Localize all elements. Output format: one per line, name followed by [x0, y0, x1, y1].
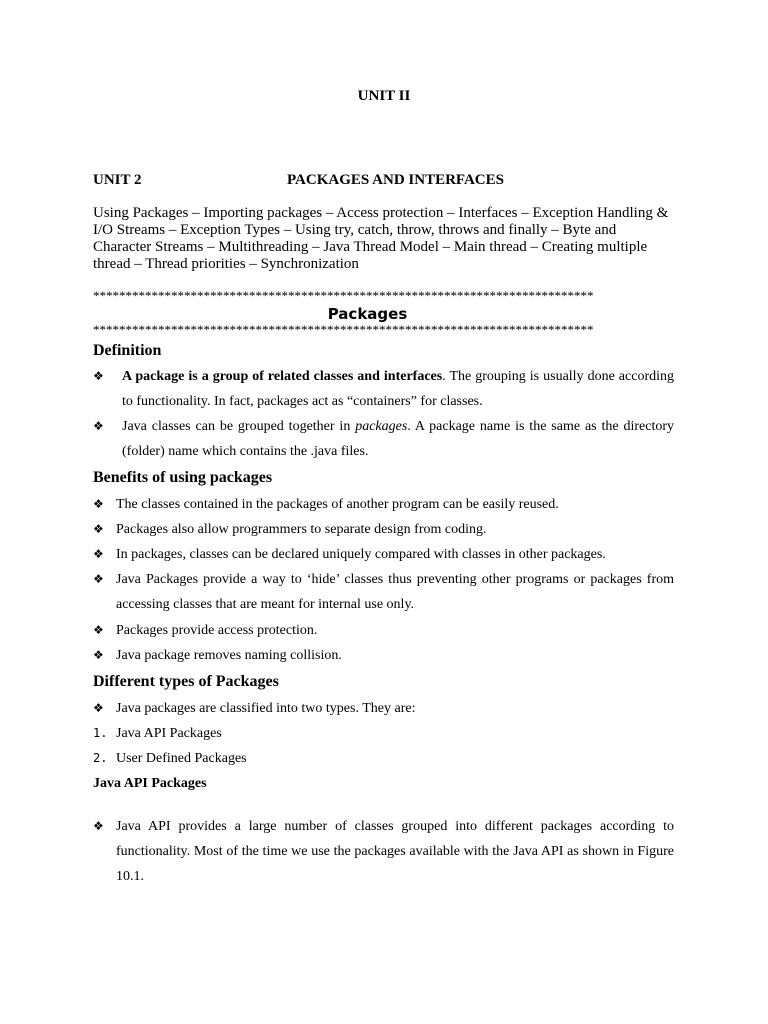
definition-pre: Java classes can be grouped together in — [122, 419, 356, 434]
list-item — [93, 696, 674, 721]
diamond-bullet-icon: ❖ — [93, 819, 104, 833]
types-heading: Different types of Packages — [93, 673, 279, 690]
diamond-bullet-icon: ❖ — [93, 701, 104, 715]
list-item — [93, 414, 674, 464]
types-intro: Java packages are classified into two types. They are: — [116, 701, 416, 716]
benefit-text: Java package removes naming collision. — [116, 648, 342, 663]
list-item — [93, 746, 247, 771]
definition-rest: . The grouping is usually done according to functionality. In fact, packages act as “containers” for classes. — [122, 369, 674, 409]
list-item — [93, 492, 674, 517]
diamond-bullet-icon: ❖ — [93, 419, 104, 433]
syllabus-text: Using Packages – Importing packages – Access protection – Interfaces – Exception Handling & I/O Streams – Exception Types – Using try, catch, throw, throws and finally – Byte and Character Streams – Multithreading – Java Thread Model – Main thread – Creating multiple thread – Thread priorities – Synchronization — [93, 205, 669, 272]
list-text: Java API Packages — [116, 726, 222, 741]
list-item — [93, 618, 674, 643]
benefit-text: Packages provide access protection. — [116, 623, 318, 638]
list-item — [93, 721, 222, 746]
diamond-bullet-icon: ❖ — [93, 369, 104, 383]
diamond-bullet-icon: ❖ — [93, 522, 104, 536]
separator-bottom: ***************************************************************************** — [93, 323, 594, 337]
unit-title: UNIT II — [357, 88, 411, 104]
diamond-bullet-icon: ❖ — [93, 547, 104, 561]
api-text: Java API provides a large number of classes grouped into different packages according to functionality. Most of the time we use the packages available with the Java API as shown in Figure 10.1. — [116, 819, 674, 884]
list-item — [93, 643, 674, 668]
definition-heading: Definition — [93, 342, 162, 359]
diamond-bullet-icon: ❖ — [93, 623, 104, 637]
benefits-heading: Benefits of using packages — [93, 469, 273, 486]
benefit-text: Packages also allow programmers to separate design from coding. — [116, 522, 487, 537]
list-item — [93, 567, 674, 617]
diamond-bullet-icon: ❖ — [93, 497, 104, 511]
benefit-text: Java Packages provide a way to ‘hide’ classes thus preventing other programs or packages from accessing classes that are meant for internal use only. — [116, 572, 674, 612]
diamond-bullet-icon: ❖ — [93, 572, 104, 586]
list-item — [93, 364, 674, 414]
unit-heading: PACKAGES AND INTERFACES — [287, 172, 504, 188]
unit-label: UNIT 2 — [93, 172, 142, 188]
diamond-bullet-icon: ❖ — [93, 648, 104, 662]
separator-top: ***************************************************************************** — [93, 289, 594, 303]
benefit-text: In packages, classes can be declared uniquely compared with classes in other packages. — [116, 547, 606, 562]
list-item — [93, 542, 674, 567]
list-text: User Defined Packages — [116, 751, 247, 766]
api-heading: Java API Packages — [93, 776, 207, 791]
section-title: Packages — [327, 305, 408, 323]
list-number: 1. — [93, 726, 108, 740]
definition-italic: packages — [355, 419, 408, 434]
definition-post: . A package name is the same as the directory (folder) name which contains the .java files. — [122, 419, 674, 459]
list-number: 2. — [93, 751, 108, 765]
list-item — [93, 814, 674, 889]
benefit-text: The classes contained in the packages of another program can be easily reused. — [116, 497, 559, 512]
definition-bold: A package is a group of related classes and interfaces — [122, 369, 443, 384]
list-item — [93, 517, 674, 542]
